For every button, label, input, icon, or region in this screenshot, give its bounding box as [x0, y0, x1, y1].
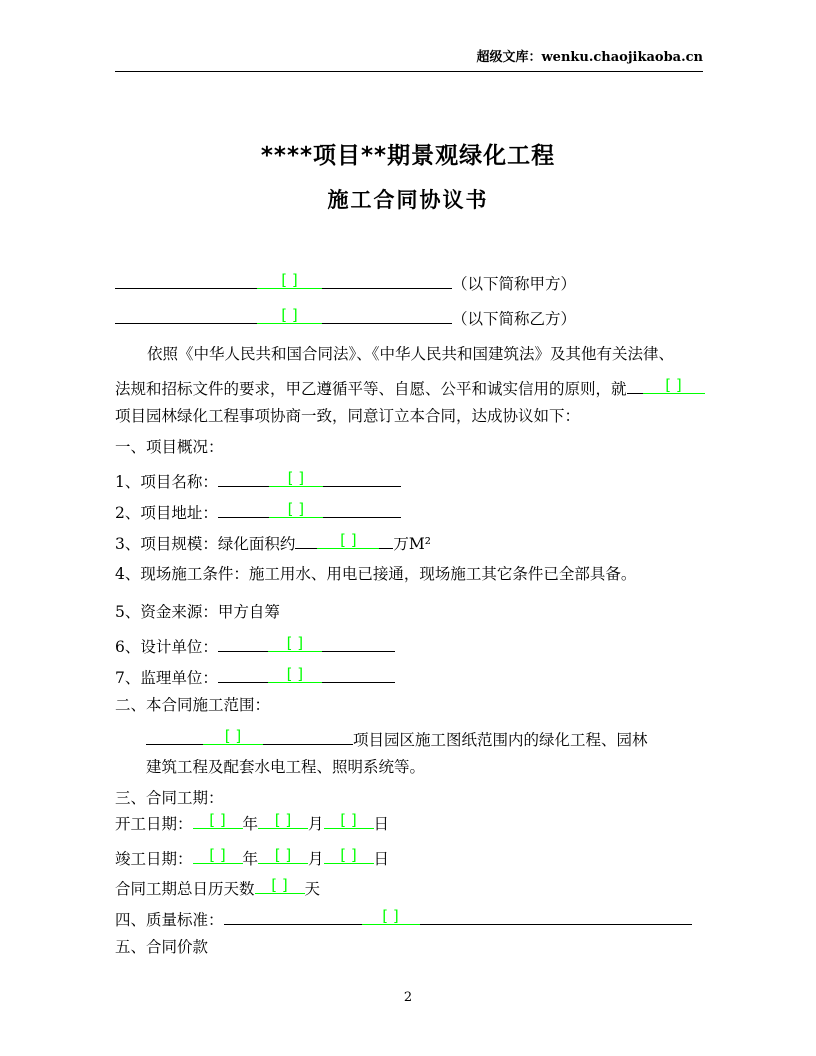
quality-rule-left [224, 906, 362, 925]
preamble-rule-left [627, 375, 643, 394]
preamble-line-2-text: 法规和招标文件的要求，甲乙遵循平等、自愿、公平和诚实信用的原则，就 [115, 380, 627, 398]
preamble-line-3: 项目园林绿化工程事项协商一致，同意订立本合同，达成协议如下： [115, 407, 581, 425]
start-date-label: 开工日期： [115, 815, 193, 833]
project-scale-prefix: 绿化面积约 [217, 535, 296, 553]
finish-date-line [115, 845, 389, 869]
project-scale-rule-left [295, 530, 317, 549]
page-header [115, 46, 703, 66]
site-condition-label: 4、现场施工条件： [115, 565, 249, 583]
preamble-line-1: 依照《中华人民共和国合同法》、《中华人民共和国建筑法》及其他有关法律、 [147, 345, 675, 363]
party-b-suffix: （以下简称乙方） [452, 310, 577, 328]
section-5-heading: 五、合同价款 [115, 938, 209, 956]
party-a-rule-left [115, 270, 257, 289]
section-2-heading: 二、本合同施工范围： [115, 696, 271, 714]
section-2-scope-line-1 [146, 726, 648, 750]
project-scale-field[interactable]: [ ] [317, 530, 379, 549]
section-4-heading-line [115, 906, 692, 930]
start-date-day-unit: 日 [373, 815, 390, 833]
section-1-heading: 一、项目概况： [115, 438, 224, 456]
section-1-item-3 [115, 530, 431, 554]
preamble-line-2 [115, 375, 705, 399]
project-scale-unit: 万M² [393, 535, 431, 553]
project-address-label: 2、项目地址： [115, 504, 218, 522]
project-address-rule-left [218, 499, 269, 518]
start-date-month-field[interactable]: [ ] [258, 810, 308, 829]
project-address-rule-right [323, 499, 401, 518]
start-date-day-field[interactable]: [ ] [324, 810, 374, 829]
supervision-unit-rule-right [322, 664, 395, 683]
project-scale-label: 3、项目规模： [115, 535, 218, 553]
party-b-rule-left [115, 305, 257, 324]
finish-date-day-unit: 日 [373, 850, 390, 868]
project-name-rule-right [323, 468, 401, 487]
scope-rule-left [146, 726, 203, 745]
section-1-item-5 [115, 602, 280, 622]
finish-date-day-field[interactable]: [ ] [324, 845, 374, 864]
design-unit-rule-left [218, 633, 268, 652]
site-condition-text: 施工用水、用电已接通，现场施工其它条件已全部具备。 [248, 565, 637, 583]
project-scale-rule-right [379, 530, 393, 549]
scope-text-after: 项目园区施工图纸范围内的绿化工程、园林 [353, 731, 648, 749]
design-unit-rule-right [322, 633, 395, 652]
start-date-month-unit: 月 [308, 815, 324, 833]
preamble-project-field[interactable]: [ ] [643, 375, 705, 394]
page-number: 2 [403, 990, 413, 1005]
scope-rule-right [263, 726, 353, 745]
supervision-unit-rule-left [218, 664, 268, 683]
party-b-line [115, 305, 576, 329]
total-days-unit: 天 [304, 880, 321, 898]
supervision-unit-field[interactable]: [ ] [268, 664, 322, 683]
quality-standard-label: 四、质量标准： [115, 911, 224, 929]
design-unit-label: 6、设计单位： [115, 638, 218, 656]
section-1-item-4 [115, 564, 636, 584]
finish-date-label: 竣工日期： [115, 850, 193, 868]
total-days-label: 合同工期总日历天数 [115, 880, 255, 898]
total-days-line [115, 875, 320, 899]
section-2-scope-line-2: 建筑工程及配套水电工程、照明系统等。 [146, 758, 426, 776]
party-a-field[interactable]: [ ] [257, 270, 322, 289]
section-3-heading: 三、合同工期： [115, 789, 224, 807]
project-name-rule-left [218, 468, 269, 487]
party-b-rule-right [322, 305, 452, 324]
supervision-unit-label: 7、监理单位： [115, 669, 218, 687]
section-1-item-2 [115, 499, 401, 523]
funding-source-label: 5、资金来源： [115, 603, 218, 621]
header-watermark-text: 超级文库：wenku.chaojikaoba.cn [476, 50, 703, 65]
start-date-line [115, 810, 389, 834]
start-date-year-unit: 年 [242, 815, 259, 833]
finish-date-year-unit: 年 [242, 850, 259, 868]
start-date-year-field[interactable]: [ ] [193, 810, 243, 829]
project-name-label: 1、项目名称： [115, 473, 218, 491]
document-title-line1: ****项目**期景观绿化工程 [260, 143, 556, 169]
project-address-field[interactable]: [ ] [269, 499, 323, 518]
party-a-suffix: （以下简称甲方） [452, 275, 577, 293]
design-unit-field[interactable]: [ ] [268, 633, 322, 652]
quality-rule-right [420, 906, 692, 925]
finish-date-month-unit: 月 [308, 850, 324, 868]
party-b-field[interactable]: [ ] [257, 305, 322, 324]
party-a-rule-right [322, 270, 452, 289]
section-1-item-7 [115, 664, 395, 688]
section-1-item-1 [115, 468, 401, 492]
finish-date-year-field[interactable]: [ ] [193, 845, 243, 864]
scope-project-field[interactable]: [ ] [203, 726, 263, 745]
quality-standard-field[interactable]: [ ] [362, 906, 420, 925]
funding-source-text: 甲方自筹 [217, 603, 280, 621]
project-name-field[interactable]: [ ] [269, 468, 323, 487]
document-title-line2: 施工合同协议书 [327, 188, 489, 212]
total-days-field[interactable]: [ ] [255, 875, 305, 894]
header-divider-rule [115, 71, 703, 72]
party-a-line [115, 270, 576, 294]
section-1-item-6 [115, 633, 395, 657]
finish-date-month-field[interactable]: [ ] [258, 845, 308, 864]
